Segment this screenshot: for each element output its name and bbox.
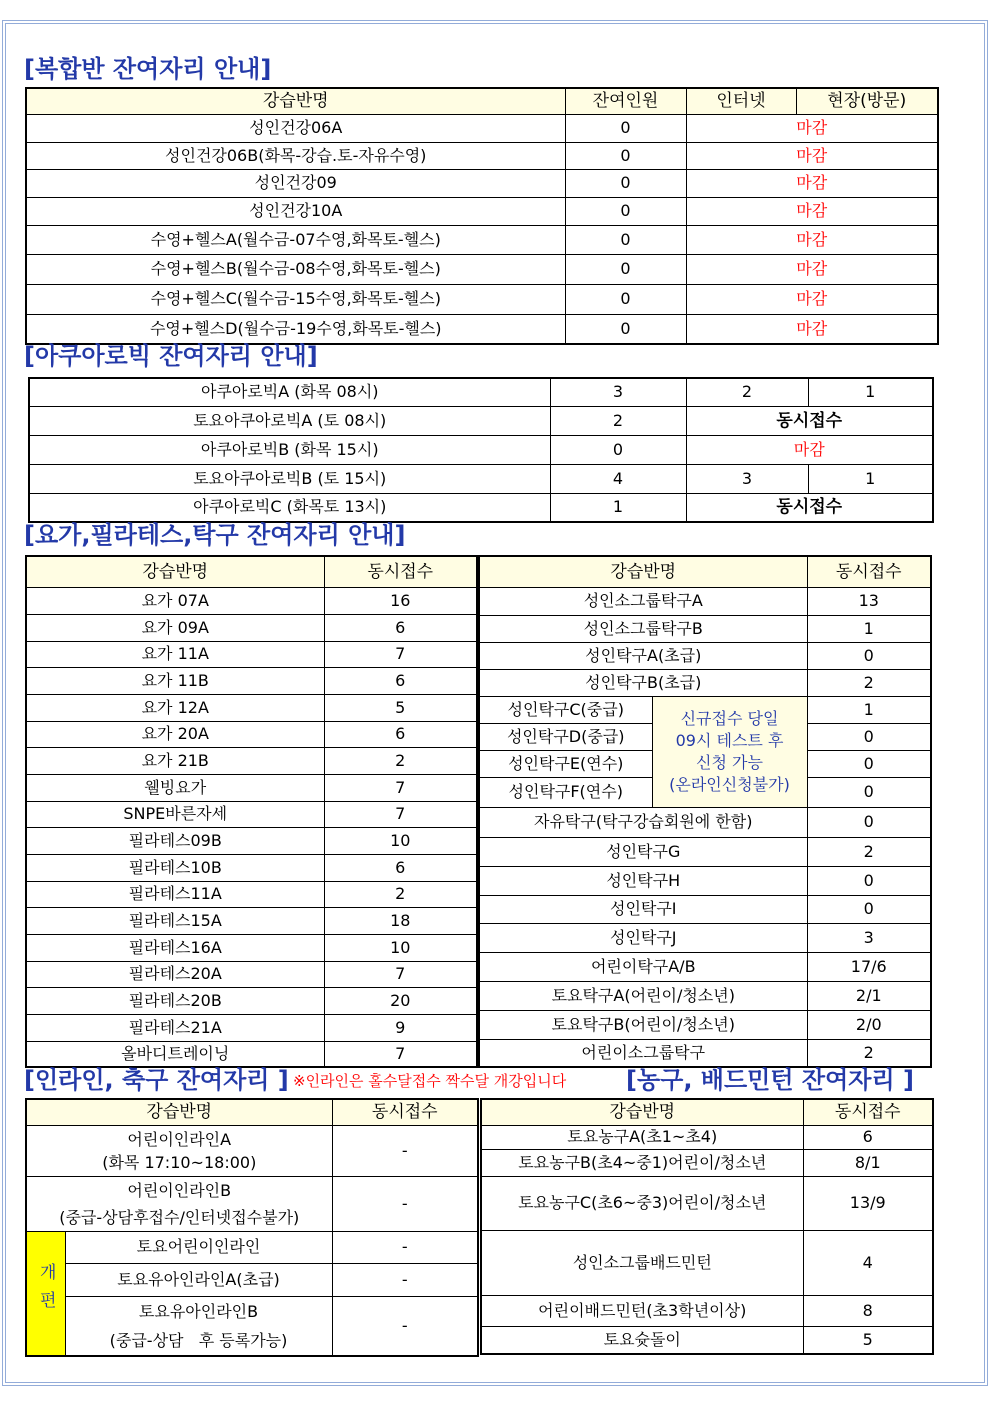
class-name: 성인탁구E(연수) [479,750,652,777]
enrollment-count: 0 [807,866,931,895]
remaining-count: 0 [565,314,686,344]
class-name: 어린이탁구A/B [479,952,807,981]
class-name: 성인탁구J [479,923,807,952]
table-row [26,694,477,721]
enrollment-count: 10 [324,827,477,854]
enrollment-count: 2 [807,837,931,866]
class-name: 성인건강10A [26,197,565,225]
table-row [26,934,477,961]
table-row [26,1263,478,1296]
table-row [29,493,933,522]
basketball-badminton-section-title: [농구, 배드민턴 잔여자리 ] [626,1066,914,1094]
enrollment-count: 10 [324,934,477,961]
class-name: 어린이배드민턴(초3학년이상) [481,1295,803,1326]
class-name: 자유탁구(탁구강습회원에 한함) [479,807,807,837]
class-name: 요가 07A [26,587,324,614]
enrollment-count: 5 [324,694,477,721]
class-name: 수영+헬스D(월수금-19수영,화목토-헬스) [26,314,565,344]
enrollment-count: 6 [803,1125,933,1149]
class-name: 요가 12A [26,694,324,721]
class-detail-line: (중급-상담후접수/인터넷접수불가) [59,1207,300,1227]
table-row [26,142,938,169]
class-detail-line: (중급-상담 후 등록가능) [109,1330,288,1350]
table-row [26,314,938,344]
yoga-pingpong-section-title: [요가,필라테스,탁구 잔여자리 안내] [24,521,406,549]
class-name-line: 어린이인라인B [127,1180,232,1200]
table-row [26,854,477,881]
inline-soccer-table [25,1098,479,1357]
remaining-count: 2 [550,406,686,435]
header-row [26,556,477,587]
enrollment-count: 1 [807,615,931,642]
enrollment-count: 7 [324,641,477,667]
status-closed: 마감 [686,114,938,142]
class-name: 토요농구A(초1~초4) [481,1125,803,1149]
table-row [481,1125,933,1149]
table-row [481,1176,933,1230]
enrollment-count: 2 [324,881,477,907]
header-class-name: 강습반명 [26,88,565,114]
class-name: 토요슛돌이 [481,1326,803,1354]
remaining-count: 0 [565,225,686,254]
remaining-count: 0 [565,114,686,142]
complex-table [25,87,939,345]
header-remaining: 잔여인원 [565,88,686,114]
table-row [26,284,938,314]
table-row [26,1176,478,1231]
class-name: 필라테스15A [26,907,324,934]
note-line: (온라인신청불가) [669,774,790,794]
class-name: 필라테스09B [26,827,324,854]
enrollment-count: 6 [324,614,477,641]
class-name: 요가 11A [26,641,324,667]
class-name: 성인탁구C(중급) [479,696,652,723]
note-line: 신규접수 당일 [680,708,779,728]
class-name: 성인건강06B(화목-강습.토-자유수영) [26,142,565,169]
enrollment-count: 6 [324,667,477,694]
class-name: 요가 11B [26,667,324,694]
inline-soccer-section-title: [인라인, 축구 잔여자리 ] [24,1066,289,1094]
table-row [479,696,931,723]
class-name: 성인소그룹탁구A [479,587,807,615]
table-row [26,1014,477,1041]
header-row [26,88,938,114]
enrollment-count: 5 [803,1326,933,1354]
table-row [26,801,477,827]
enrollment-count: 8/1 [803,1149,933,1176]
basketball-badminton-table [480,1098,934,1355]
class-name: 웰빙요가 [26,774,324,801]
class-name: 올바디트레이닝 [26,1041,324,1067]
header-class-name: 강습반명 [26,1099,332,1125]
class-name: 성인탁구G [479,837,807,866]
header-count: 동시접수 [332,1099,478,1125]
internet-count: 3 [686,464,808,493]
table-row [26,614,477,641]
table-row [479,669,931,696]
enrollment-count: 7 [324,961,477,987]
class-name: 필라테스21A [26,1014,324,1041]
class-name: 성인탁구H [479,866,807,895]
enrollment-count: 0 [807,642,931,669]
class-name: 토요아쿠아로빅A (토 08시) [29,406,550,435]
note-line: 신청 가능 [696,752,763,772]
header-class-name: 강습반명 [26,556,324,587]
table-row [29,406,933,435]
table-row [479,866,931,895]
table-row [26,1041,477,1067]
class-name [65,1296,332,1356]
class-name: 아쿠아로빅B (화목 15시) [29,435,550,464]
table-row [26,721,477,747]
class-name: 요가 09A [26,614,324,641]
class-name: 성인탁구I [479,895,807,923]
aquarobic-section-title: [아쿠아로빅 잔여자리 안내] [24,342,318,370]
status-closed: 마감 [686,314,938,344]
status-closed: 마감 [686,169,938,197]
header-class-name: 강습반명 [479,556,807,587]
table-row [26,961,477,987]
enrollment-count: - [332,1125,478,1176]
table-row [29,378,933,406]
table-row [26,169,938,197]
note-line: 09시 테스트 후 [675,730,784,750]
class-detail-line: (화목 17:10~18:00) [102,1152,257,1172]
status-closed: 마감 [686,284,938,314]
status-closed: 마감 [686,142,938,169]
class-name: 성인건강06A [26,114,565,142]
enrollment-count: - [332,1176,478,1231]
table-row [26,747,477,774]
remaining-count: 0 [565,197,686,225]
enrollment-count: 0 [807,750,931,777]
table-row [26,881,477,907]
class-name: 성인탁구D(중급) [479,723,652,750]
class-name: 성인탁구B(초급) [479,669,807,696]
enrollment-count: 13/9 [803,1176,933,1230]
class-name: 수영+헬스C(월수금-15수영,화목토-헬스) [26,284,565,314]
enrollment-count: 2/1 [807,981,931,1010]
remaining-count: 4 [550,464,686,493]
class-name: 아쿠아로빅C (화목토 13시) [29,493,550,522]
enrollment-count: 2 [324,747,477,774]
table-row [479,807,931,837]
enrollment-count: 16 [324,587,477,614]
table-row [26,587,477,614]
table-row [26,1231,478,1263]
class-name: 필라테스20B [26,987,324,1014]
enrollment-count: - [332,1296,478,1356]
class-name: 성인탁구F(연수) [479,777,652,807]
enrollment-count: 0 [807,895,931,923]
table-row [479,1039,931,1067]
table-row [26,827,477,854]
header-count: 동시접수 [324,556,477,587]
aquarobic-table [28,377,934,523]
table-row [479,923,931,952]
header-count: 동시접수 [807,556,931,587]
class-name: 수영+헬스B(월수금-08수영,화목토-헬스) [26,254,565,284]
complex-section-title: [복합반 잔여자리 안내] [24,55,272,83]
table-row [481,1326,933,1354]
enrollment-count: 7 [324,1041,477,1067]
table-row [26,907,477,934]
enrollment-count: 2/0 [807,1010,931,1039]
table-row [26,1125,478,1176]
table-row [481,1230,933,1295]
table-row [29,435,933,464]
table-row [479,981,931,1010]
reorganized-label: 개편 [35,1262,56,1319]
class-name: 필라테스10B [26,854,324,881]
class-name: 성인탁구A(초급) [479,642,807,669]
enrollment-count: 3 [807,923,931,952]
remaining-count: 0 [565,254,686,284]
header-onsite: 현장(방문) [796,88,938,114]
class-name: 필라테스11A [26,881,324,907]
enrollment-count: 17/6 [807,952,931,981]
status-simultaneous: 동시접수 [686,493,933,522]
enrollment-count: 0 [807,807,931,837]
table-row [26,225,938,254]
remaining-count: 0 [550,435,686,464]
table-row [479,895,931,923]
header-class-name: 강습반명 [481,1099,803,1125]
remaining-count: 0 [565,142,686,169]
enrollment-count: 8 [803,1295,933,1326]
enrollment-count: 6 [324,854,477,881]
onsite-count: 1 [808,378,933,406]
table-row [479,837,931,866]
enrollment-count: 9 [324,1014,477,1041]
enrollment-count: 13 [807,587,931,615]
table-row [26,197,938,225]
status-closed: 마감 [686,225,938,254]
table-row [26,987,477,1014]
header-count: 동시접수 [803,1099,933,1125]
status-closed: 마감 [686,435,933,464]
status-closed: 마감 [686,197,938,225]
header-row [479,556,931,587]
class-name: 토요아쿠아로빅B (토 15시) [29,464,550,493]
class-name: 토요탁구B(어린이/청소년) [479,1010,807,1039]
class-name: 수영+헬스A(월수금-07수영,화목토-헬스) [26,225,565,254]
enrollment-count: 18 [324,907,477,934]
enrollment-count: 2 [807,669,931,696]
remaining-count: 0 [565,169,686,197]
header-row [481,1099,933,1125]
table-row [26,114,938,142]
enrollment-count: 1 [807,696,931,723]
enrollment-count: 7 [324,801,477,827]
class-name: 토요농구B(초4~중1)어린이/청소년 [481,1149,803,1176]
new-registration-note [652,696,807,807]
class-name: 성인소그룹탁구B [479,615,807,642]
internet-count: 2 [686,378,808,406]
table-row [26,641,477,667]
onsite-count: 1 [808,464,933,493]
remaining-count: 1 [550,493,686,522]
enrollment-count: 4 [803,1230,933,1295]
table-row [479,952,931,981]
class-name: 필라테스20A [26,961,324,987]
class-name: 어린이소그룹탁구 [479,1039,807,1067]
enrollment-count: 0 [807,777,931,807]
enrollment-count: 2 [807,1039,931,1067]
table-row [26,774,477,801]
class-name: 성인건강09 [26,169,565,197]
remaining-count: 3 [550,378,686,406]
enrollment-count: - [332,1263,478,1296]
header-internet: 인터넷 [686,88,796,114]
class-name: 요가 21B [26,747,324,774]
class-name: 토요유아인라인A(초급) [65,1263,332,1296]
class-name: 토요탁구A(어린이/청소년) [479,981,807,1010]
class-name: 요가 20A [26,721,324,747]
class-name-line: 토요유아인라인B [138,1301,259,1321]
table-row [26,667,477,694]
table-row [479,1010,931,1039]
table-row [29,464,933,493]
class-name: 필라테스16A [26,934,324,961]
class-name-line: 어린이인라인A [127,1129,232,1149]
table-row [481,1149,933,1176]
table-row [26,1296,478,1356]
table-row [481,1295,933,1326]
inline-schedule-notice: ※인라인은 홀수달접수 짝수달 개강입니다 [293,1072,567,1090]
class-name: 아쿠아로빅A (화목 08시) [29,378,550,406]
class-name [26,1176,332,1231]
enrollment-count: 6 [324,721,477,747]
class-name: SNPE바른자세 [26,801,324,827]
class-name: 토요어린이인라인 [65,1231,332,1263]
class-name: 토요농구C(초6~중3)어린이/청소년 [481,1176,803,1230]
enrollment-count: - [332,1231,478,1263]
table-tennis-table [478,555,932,1068]
table-row [479,615,931,642]
enrollment-count: 7 [324,774,477,801]
class-name: 성인소그룹배드민턴 [481,1230,803,1295]
yoga-pilates-table [25,555,478,1068]
remaining-count: 0 [565,284,686,314]
table-row [479,587,931,615]
class-name [26,1125,332,1176]
table-row [26,254,938,284]
enrollment-count: 0 [807,723,931,750]
enrollment-count: 20 [324,987,477,1014]
header-row [26,1099,478,1125]
status-simultaneous: 동시접수 [686,406,933,435]
reorganized-badge [26,1231,65,1356]
status-closed: 마감 [686,254,938,284]
table-row [479,642,931,669]
